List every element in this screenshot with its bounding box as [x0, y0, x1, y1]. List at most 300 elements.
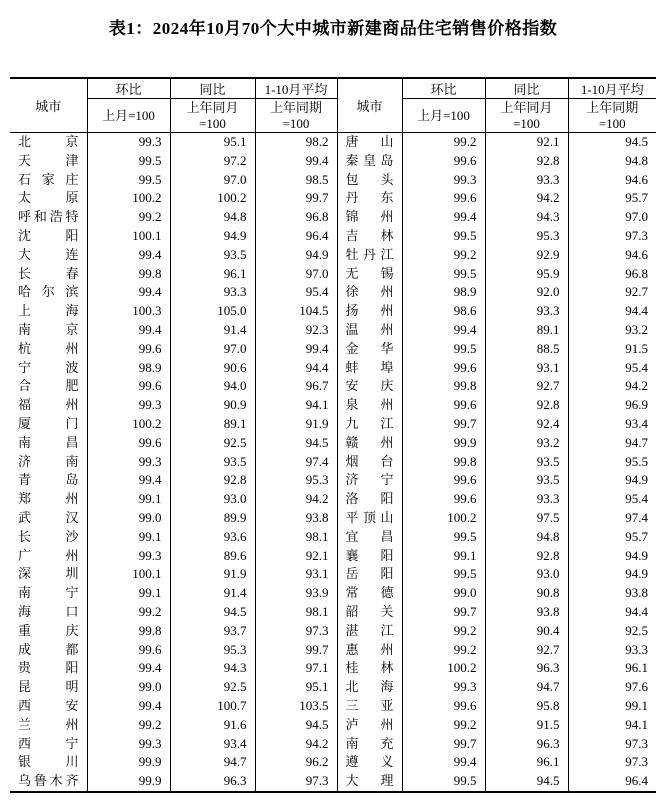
avg-value-cell: 94.6: [625, 246, 648, 262]
city-cell: 遵义: [337, 753, 402, 772]
avg-value-cell: 94.1: [255, 396, 337, 415]
yoy-value-cell: 90.8: [485, 584, 568, 603]
page-title: 表1：2024年10月70个大中城市新建商品住宅销售价格指数: [108, 19, 558, 38]
avg-value-cell: 94.1: [625, 716, 648, 732]
avg-value-cell: 97.0: [625, 209, 648, 225]
mom-value-cell: 99.3: [402, 171, 485, 190]
city-cell: 韶关: [337, 603, 402, 622]
avg-value-cell: 97.3: [255, 622, 337, 641]
table-row: [10, 678, 656, 697]
avg-value-cell: 96.4: [255, 227, 337, 246]
mom-value-cell: 99.6: [402, 396, 485, 415]
table-row: [10, 152, 656, 171]
avg-value-cell: 93.3: [625, 641, 648, 657]
mom-value-cell: 99.2: [402, 716, 485, 735]
city-cell: 兰州: [10, 716, 87, 735]
avg-value-cell: 94.7: [625, 434, 648, 450]
yoy-value-cell: 92.7: [485, 641, 568, 660]
city-cell: 石家庄: [10, 171, 87, 190]
city-cell: 扬州: [337, 302, 402, 321]
avg-value-cell: 94.2: [255, 490, 337, 509]
city-cell: 杭州: [10, 340, 87, 359]
mom-value-cell: 100.2: [87, 415, 170, 434]
yoy-value-cell: 93.3: [485, 171, 568, 190]
avg-value-cell: 99.4: [255, 340, 337, 359]
mom-value-cell: 99.1: [87, 490, 170, 509]
city-cell: 金华: [337, 340, 402, 359]
yoy-value-cell: 92.0: [485, 283, 568, 302]
mom-value-cell: 99.4: [87, 659, 170, 678]
mom-value-cell: 99.5: [402, 772, 485, 792]
city-cell: 武汉: [10, 509, 87, 528]
mom-value-cell: 99.5: [87, 171, 170, 190]
mom-value-cell: 99.6: [87, 340, 170, 359]
yoy-value-cell: 94.9: [170, 227, 255, 246]
city-cell: 九江: [337, 415, 402, 434]
table-row: [10, 415, 656, 434]
city-cell: 三亚: [337, 697, 402, 716]
col-header-yoy-right: 同比: [485, 78, 568, 99]
avg-value-cell: 94.9: [625, 566, 648, 582]
table-row: [10, 528, 656, 547]
avg-value-cell: 94.9: [255, 246, 337, 265]
city-cell: 泉州: [337, 396, 402, 415]
table-row: [10, 227, 656, 246]
yoy-value-cell: 91.9: [170, 565, 255, 584]
avg-value-cell: 104.5: [255, 302, 337, 321]
city-cell: 温州: [337, 321, 402, 340]
mom-value-cell: 99.6: [402, 490, 485, 509]
mom-value-cell: 99.4: [402, 208, 485, 227]
city-cell: 西安: [10, 697, 87, 716]
col-header-city-right: 城市: [337, 78, 402, 133]
yoy-value-cell: 90.9: [170, 396, 255, 415]
avg-value-cell: 95.3: [255, 471, 337, 490]
city-cell: 济南: [10, 453, 87, 472]
yoy-value-cell: 96.3: [485, 735, 568, 754]
yoy-value-cell: 96.3: [485, 659, 568, 678]
avg-value-cell: 95.4: [625, 359, 648, 375]
avg-value-cell: 96.2: [255, 753, 337, 772]
avg-value-cell: 97.0: [255, 265, 337, 284]
mom-value-cell: 99.8: [402, 453, 485, 472]
mom-value-cell: 99.5: [87, 152, 170, 171]
yoy-value-cell: 89.1: [485, 321, 568, 340]
yoy-value-cell: 94.8: [485, 528, 568, 547]
table-row: [10, 321, 656, 340]
table-row: [10, 772, 656, 792]
mom-value-cell: 99.1: [87, 584, 170, 603]
city-cell: 海口: [10, 603, 87, 622]
avg-value-cell: 96.8: [625, 265, 648, 281]
yoy-value-cell: 91.6: [170, 716, 255, 735]
city-cell: 岳阳: [337, 565, 402, 584]
yoy-value-cell: 92.5: [170, 434, 255, 453]
col-subheader-mom-left: 上月=100: [87, 99, 170, 133]
avg-value-cell: 97.3: [625, 754, 648, 770]
yoy-value-cell: 96.1: [170, 265, 255, 284]
city-cell: 烟台: [337, 453, 402, 472]
mom-value-cell: 99.6: [87, 641, 170, 660]
yoy-value-cell: 89.1: [170, 415, 255, 434]
mom-value-cell: 99.2: [402, 622, 485, 641]
yoy-value-cell: 94.3: [170, 659, 255, 678]
city-cell: 赣州: [337, 434, 402, 453]
city-cell: 襄阳: [337, 547, 402, 566]
mom-value-cell: 99.2: [87, 716, 170, 735]
mom-value-cell: 99.1: [402, 547, 485, 566]
avg-value-cell: 91.9: [255, 415, 337, 434]
header-row-sub: [10, 99, 656, 133]
avg-value-cell: 92.7: [625, 284, 648, 300]
city-cell: 宁波: [10, 359, 87, 378]
yoy-value-cell: 96.3: [170, 772, 255, 792]
table-row: [10, 283, 656, 302]
avg-value-cell: 92.3: [255, 321, 337, 340]
header-row-top: [10, 78, 656, 99]
avg-value-cell: 103.5: [255, 697, 337, 716]
mom-value-cell: 99.6: [402, 471, 485, 490]
city-cell: 合肥: [10, 377, 87, 396]
city-cell: 贵阳: [10, 659, 87, 678]
avg-value-cell: 94.8: [625, 152, 648, 168]
city-cell: 哈尔滨: [10, 283, 87, 302]
yoy-value-cell: 93.0: [485, 565, 568, 584]
avg-value-cell: 97.3: [625, 735, 648, 751]
mom-value-cell: 100.1: [87, 227, 170, 246]
avg-value-cell: 94.6: [625, 171, 648, 187]
city-cell: 福州: [10, 396, 87, 415]
city-cell: 桂林: [337, 659, 402, 678]
mom-value-cell: 100.3: [87, 302, 170, 321]
mom-value-cell: 99.0: [402, 584, 485, 603]
mom-value-cell: 99.2: [402, 133, 485, 152]
mom-value-cell: 99.6: [87, 377, 170, 396]
table-row: [10, 208, 656, 227]
city-cell: 广州: [10, 547, 87, 566]
avg-value-cell: 93.1: [255, 565, 337, 584]
mom-value-cell: 99.4: [87, 283, 170, 302]
yoy-value-cell: 92.8: [170, 471, 255, 490]
city-cell: 厦门: [10, 415, 87, 434]
yoy-value-cell: 96.1: [485, 753, 568, 772]
mom-value-cell: 99.4: [87, 321, 170, 340]
mom-value-cell: 98.6: [402, 302, 485, 321]
mom-value-cell: 99.2: [87, 208, 170, 227]
yoy-value-cell: 97.2: [170, 152, 255, 171]
mom-value-cell: 100.2: [402, 509, 485, 528]
mom-value-cell: 98.9: [87, 359, 170, 378]
mom-value-cell: 99.7: [402, 735, 485, 754]
city-cell: 平顶山: [337, 509, 402, 528]
city-cell: 湛江: [337, 622, 402, 641]
avg-value-cell: 94.5: [625, 134, 648, 149]
city-cell: 南宁: [10, 584, 87, 603]
table-row: [10, 547, 656, 566]
yoy-value-cell: 92.9: [485, 246, 568, 265]
table-row: [10, 133, 656, 152]
col-header-mom-right: 环比: [402, 78, 485, 99]
yoy-value-cell: 88.5: [485, 340, 568, 359]
table-row: [10, 171, 656, 190]
table-row: [10, 584, 656, 603]
city-cell: 宜昌: [337, 528, 402, 547]
mom-value-cell: 99.9: [402, 434, 485, 453]
city-cell: 秦皇岛: [337, 152, 402, 171]
mom-value-cell: 99.5: [402, 265, 485, 284]
yoy-value-cell: 92.8: [485, 396, 568, 415]
mom-value-cell: 99.4: [87, 246, 170, 265]
city-cell: 包头: [337, 171, 402, 190]
mom-value-cell: 99.1: [87, 528, 170, 547]
avg-value-cell: 93.8: [625, 585, 648, 601]
mom-value-cell: 99.5: [402, 528, 485, 547]
city-cell: 常德: [337, 584, 402, 603]
yoy-value-cell: 94.8: [170, 208, 255, 227]
price-index-table: [10, 77, 656, 793]
mom-value-cell: 98.9: [402, 283, 485, 302]
yoy-value-cell: 92.8: [485, 547, 568, 566]
yoy-value-cell: 105.0: [170, 302, 255, 321]
mom-value-cell: 99.6: [87, 434, 170, 453]
col-header-mom-left: 环比: [87, 78, 170, 99]
city-cell: 惠州: [337, 641, 402, 660]
avg-value-cell: 94.4: [255, 359, 337, 378]
table-row: [10, 340, 656, 359]
avg-value-cell: 98.1: [255, 528, 337, 547]
avg-value-cell: 97.3: [625, 227, 648, 243]
avg-value-cell: 94.2: [625, 378, 648, 394]
mom-value-cell: 99.2: [87, 603, 170, 622]
city-cell: 唐山: [337, 133, 402, 152]
yoy-value-cell: 93.1: [485, 359, 568, 378]
col-subheader-yoy-left: 上年同月 =100: [170, 99, 255, 133]
mom-value-cell: 99.3: [87, 133, 170, 152]
yoy-value-cell: 93.2: [485, 434, 568, 453]
city-cell: 牡丹江: [337, 246, 402, 265]
yoy-value-cell: 95.1: [170, 133, 255, 152]
table-row: [10, 302, 656, 321]
avg-value-cell: 94.5: [255, 434, 337, 453]
col-header-avg-left: 1-10月平均: [255, 78, 337, 99]
city-cell: 长沙: [10, 528, 87, 547]
mom-value-cell: 99.3: [87, 735, 170, 754]
yoy-value-cell: 93.8: [485, 603, 568, 622]
mom-value-cell: 99.3: [87, 396, 170, 415]
table-row: [10, 509, 656, 528]
mom-value-cell: 99.6: [402, 697, 485, 716]
mom-value-cell: 99.4: [402, 753, 485, 772]
yoy-value-cell: 93.7: [170, 622, 255, 641]
city-cell: 青岛: [10, 471, 87, 490]
yoy-value-cell: 94.3: [485, 208, 568, 227]
city-cell: 南京: [10, 321, 87, 340]
city-cell: 郑州: [10, 490, 87, 509]
city-cell: 丹东: [337, 189, 402, 208]
mom-value-cell: 99.3: [402, 678, 485, 697]
mom-value-cell: 99.9: [87, 753, 170, 772]
yoy-value-cell: 89.9: [170, 509, 255, 528]
yoy-value-cell: 92.7: [485, 377, 568, 396]
city-cell: 南充: [337, 735, 402, 754]
avg-value-cell: 92.1: [255, 547, 337, 566]
yoy-value-cell: 94.0: [170, 377, 255, 396]
yoy-value-cell: 91.4: [170, 321, 255, 340]
avg-value-cell: 95.7: [625, 190, 648, 206]
avg-value-cell: 97.3: [255, 772, 337, 792]
table-row: [10, 659, 656, 678]
avg-value-cell: 95.4: [625, 491, 648, 507]
mom-value-cell: 99.6: [402, 189, 485, 208]
table-row: [10, 265, 656, 284]
avg-value-cell: 96.1: [625, 660, 648, 676]
avg-value-cell: 97.6: [625, 679, 648, 695]
table-row: [10, 359, 656, 378]
city-cell: 泸州: [337, 716, 402, 735]
table-row: [10, 716, 656, 735]
avg-value-cell: 96.8: [255, 208, 337, 227]
avg-value-cell: 95.4: [255, 283, 337, 302]
yoy-value-cell: 91.5: [485, 716, 568, 735]
col-header-yoy-left: 同比: [170, 78, 255, 99]
table-row: [10, 641, 656, 660]
avg-value-cell: 93.2: [625, 321, 648, 337]
yoy-value-cell: 93.0: [170, 490, 255, 509]
table-row: [10, 377, 656, 396]
col-header-avg-right: 1-10月平均: [568, 78, 656, 99]
mom-value-cell: 100.1: [87, 565, 170, 584]
city-cell: 西宁: [10, 735, 87, 754]
mom-value-cell: 100.2: [87, 189, 170, 208]
avg-value-cell: 98.2: [255, 133, 337, 152]
mom-value-cell: 99.5: [402, 227, 485, 246]
mom-value-cell: 99.5: [402, 565, 485, 584]
yoy-value-cell: 91.4: [170, 584, 255, 603]
city-cell: 上海: [10, 302, 87, 321]
yoy-value-cell: 89.6: [170, 547, 255, 566]
yoy-value-cell: 100.2: [170, 189, 255, 208]
yoy-value-cell: 94.5: [485, 772, 568, 792]
yoy-value-cell: 97.0: [170, 340, 255, 359]
table-body: [10, 133, 656, 792]
city-cell: 昆明: [10, 678, 87, 697]
mom-value-cell: 99.3: [87, 547, 170, 566]
yoy-value-cell: 93.5: [485, 453, 568, 472]
city-cell: 无锡: [337, 265, 402, 284]
mom-value-cell: 99.5: [402, 340, 485, 359]
mom-value-cell: 99.6: [402, 359, 485, 378]
table-row: [10, 453, 656, 472]
table-row: [10, 622, 656, 641]
table-row: [10, 396, 656, 415]
yoy-value-cell: 100.7: [170, 697, 255, 716]
avg-value-cell: 91.5: [625, 340, 648, 356]
avg-value-cell: 97.1: [255, 659, 337, 678]
city-cell: 乌鲁木齐: [10, 772, 87, 792]
avg-value-cell: 94.4: [625, 303, 648, 319]
col-header-city-left: 城市: [10, 78, 87, 133]
city-cell: 银川: [10, 753, 87, 772]
city-cell: 南昌: [10, 434, 87, 453]
city-cell: 深圳: [10, 565, 87, 584]
city-cell: 洛阳: [337, 490, 402, 509]
mom-value-cell: 99.4: [87, 697, 170, 716]
avg-value-cell: 94.2: [255, 735, 337, 754]
yoy-value-cell: 95.9: [485, 265, 568, 284]
yoy-value-cell: 97.0: [170, 171, 255, 190]
yoy-value-cell: 90.6: [170, 359, 255, 378]
yoy-value-cell: 92.4: [485, 415, 568, 434]
avg-value-cell: 96.4: [625, 773, 648, 789]
table-row: [10, 697, 656, 716]
col-subheader-avg-left: 上年同期 =100: [255, 99, 337, 133]
city-cell: 大连: [10, 246, 87, 265]
yoy-value-cell: 90.4: [485, 622, 568, 641]
yoy-value-cell: 93.3: [170, 283, 255, 302]
city-cell: 北海: [337, 678, 402, 697]
mom-value-cell: 99.8: [87, 265, 170, 284]
mom-value-cell: 99.4: [87, 471, 170, 490]
table-row: [10, 735, 656, 754]
avg-value-cell: 93.9: [255, 584, 337, 603]
yoy-value-cell: 92.1: [485, 133, 568, 152]
yoy-value-cell: 93.5: [170, 246, 255, 265]
avg-value-cell: 99.7: [255, 641, 337, 660]
yoy-value-cell: 93.5: [170, 453, 255, 472]
mom-value-cell: 99.7: [402, 415, 485, 434]
table-row: [10, 753, 656, 772]
avg-value-cell: 95.1: [255, 678, 337, 697]
mom-value-cell: 99.4: [402, 321, 485, 340]
city-cell: 长春: [10, 265, 87, 284]
mom-value-cell: 99.2: [402, 641, 485, 660]
table-row: [10, 246, 656, 265]
table-header: [10, 78, 656, 133]
city-cell: 呼和浩特: [10, 208, 87, 227]
table-row: [10, 434, 656, 453]
mom-value-cell: 99.9: [87, 772, 170, 792]
yoy-value-cell: 94.5: [170, 603, 255, 622]
yoy-value-cell: 93.4: [170, 735, 255, 754]
yoy-value-cell: 93.3: [485, 302, 568, 321]
col-subheader-avg-right: 上年同期 =100: [568, 99, 656, 133]
city-cell: 沈阳: [10, 227, 87, 246]
city-cell: 重庆: [10, 622, 87, 641]
yoy-value-cell: 92.5: [170, 678, 255, 697]
mom-value-cell: 99.3: [87, 453, 170, 472]
avg-value-cell: 99.4: [255, 152, 337, 171]
city-cell: 北京: [10, 133, 87, 152]
yoy-value-cell: 93.6: [170, 528, 255, 547]
avg-value-cell: 95.5: [625, 453, 648, 469]
city-cell: 锦州: [337, 208, 402, 227]
yoy-value-cell: 95.3: [485, 227, 568, 246]
avg-value-cell: 96.7: [255, 377, 337, 396]
yoy-value-cell: 92.8: [485, 152, 568, 171]
city-cell: 吉林: [337, 227, 402, 246]
city-cell: 济宁: [337, 471, 402, 490]
avg-value-cell: 97.4: [255, 453, 337, 472]
avg-value-cell: 98.1: [255, 603, 337, 622]
avg-value-cell: 96.9: [625, 397, 648, 413]
city-cell: 太原: [10, 189, 87, 208]
avg-value-cell: 93.4: [625, 415, 648, 431]
city-cell: 蚌埠: [337, 359, 402, 378]
mom-value-cell: 99.6: [402, 152, 485, 171]
avg-value-cell: 93.8: [255, 509, 337, 528]
yoy-value-cell: 97.5: [485, 509, 568, 528]
city-cell: 天津: [10, 152, 87, 171]
